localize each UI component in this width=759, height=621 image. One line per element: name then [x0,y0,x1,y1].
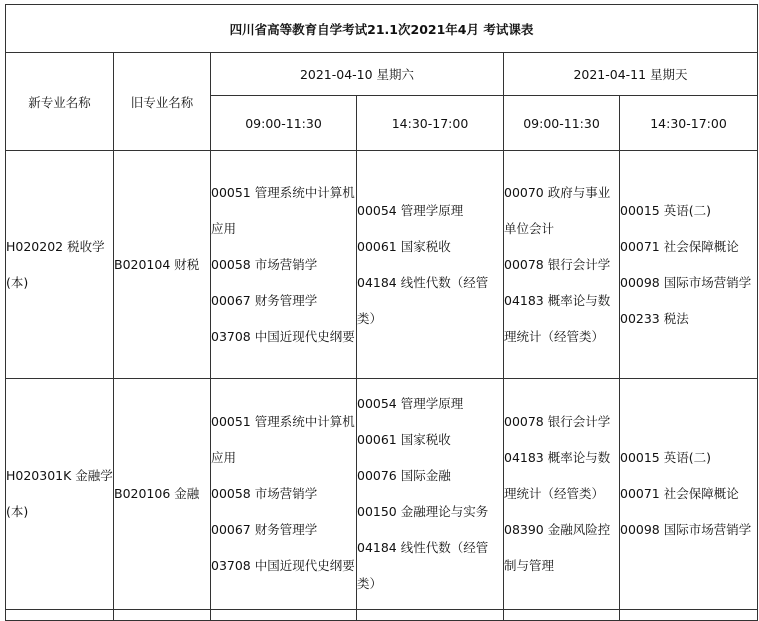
course-item: 00067 财务管理学 [211,292,318,308]
exam-schedule-table [5,4,758,621]
session-cell [504,379,620,610]
table-row [6,610,758,621]
empty-cell [357,610,504,621]
course-item: 00233 税法 [620,310,689,326]
header-date: 2021-04-11 星期天 [504,53,758,96]
course-item: 00098 国际市场营销学 [620,522,752,537]
course-item: 00061 国家税收 [357,238,451,254]
session-cell [357,151,504,379]
course-item: 00015 英语(二) [620,450,711,465]
course-item: 00051 管理系统中计算机应用 [211,414,355,465]
course-item: 03708 中国近现代史纲要 [211,328,355,344]
table-row [6,151,758,379]
course-item: 00054 管理学原理 [357,396,464,411]
header-time-slot: 09:00-11:30 [504,96,620,151]
session-cell [211,379,357,610]
course-item: 00071 社会保障概论 [620,238,739,254]
session-cell [504,151,620,379]
empty-cell [114,610,211,621]
course-item: 04183 概率论与数理统计（经管类） [504,450,611,501]
course-item: 00061 国家税收 [357,432,451,447]
course-item: 00051 管理系统中计算机应用 [211,184,355,236]
course-item: 04183 概率论与数理统计（经管类） [504,292,611,344]
course-item: 00054 管理学原理 [357,202,464,218]
new-major-cell: H020301K 金融学(本) [6,379,114,610]
empty-cell [6,610,114,621]
course-item: 00078 银行会计学 [504,414,611,429]
old-major-cell: B020104 财税 [114,151,211,379]
session-cell [211,151,357,379]
course-item: 00067 财务管理学 [211,522,318,537]
new-major-cell: H020202 税收学(本) [6,151,114,379]
empty-cell [504,610,620,621]
header-old-major: 旧专业名称 [114,53,211,151]
course-item: 00150 金融理论与实务 [357,504,489,519]
course-item: 04184 线性代数（经管类） [357,540,489,591]
course-item: 08390 金融风险控制与管理 [504,522,611,573]
course-item: 03708 中国近现代史纲要 [211,558,355,573]
course-item: 00070 政府与事业单位会计 [504,184,611,236]
course-item: 00098 国际市场营销学 [620,274,752,290]
header-date: 2021-04-10 星期六 [211,53,504,96]
course-item: 04184 线性代数（经管类） [357,274,489,326]
empty-cell [211,610,357,621]
empty-cell [620,610,758,621]
table-title: 四川省高等教育自学考试21.1次2021年4月 考试课表 [6,5,758,53]
table-row [6,379,758,610]
course-item: 00071 社会保障概论 [620,486,739,501]
course-item: 00058 市场营销学 [211,256,318,272]
session-cell [357,379,504,610]
course-item: 00058 市场营销学 [211,486,318,501]
course-item: 00076 国际金融 [357,468,451,483]
course-item: 00078 银行会计学 [504,256,611,272]
course-item: 00015 英语(二) [620,202,711,218]
header-time-slot: 14:30-17:00 [620,96,758,151]
header-time-slot: 14:30-17:00 [357,96,504,151]
header-time-slot: 09:00-11:30 [211,96,357,151]
header-new-major: 新专业名称 [6,53,114,151]
old-major-cell: B020106 金融 [114,379,211,610]
session-cell [620,151,758,379]
session-cell [620,379,758,610]
